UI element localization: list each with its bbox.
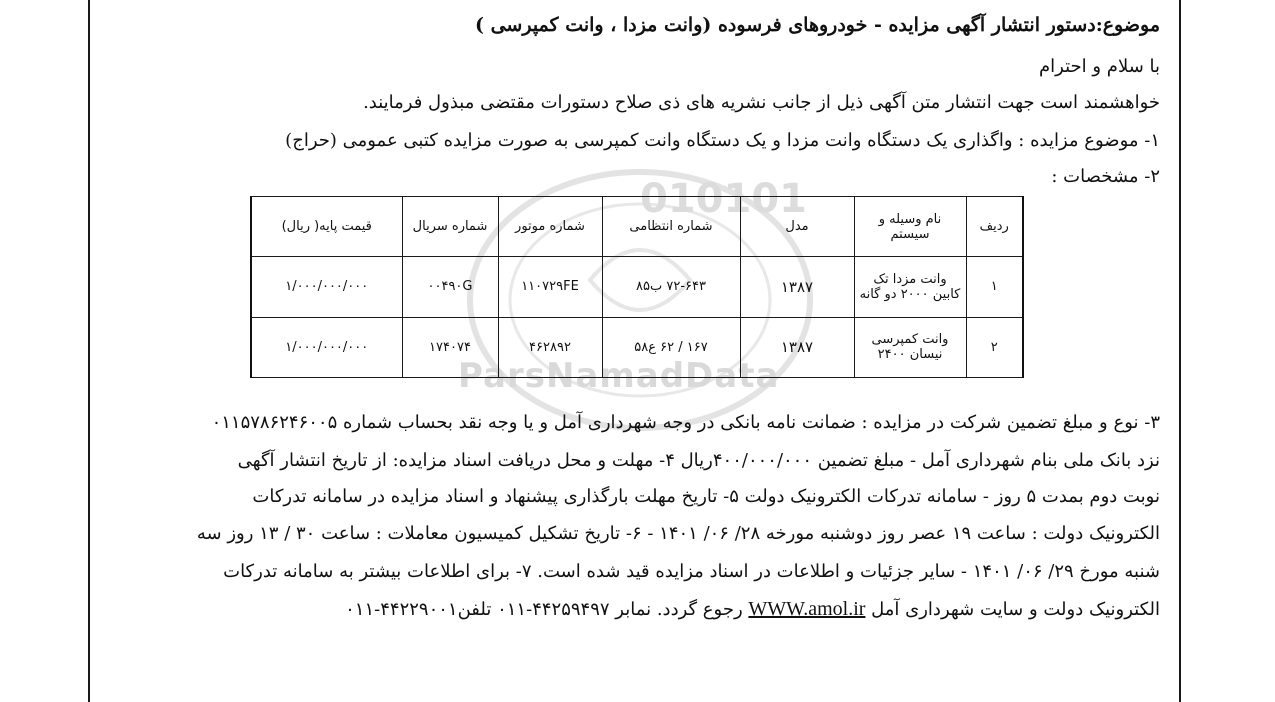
auction-subject: ۱- موضوع مزایده : واگذاری یک دستگاه وانت مزدا و یک دستگاه وانت کمپرسی به صورت مزایده کتبی عمومی (حراج) [285,130,1160,151]
cell-row-no: ۲ [966,317,1023,377]
specs-heading: ۲- مشخصات : [1051,166,1160,187]
vehicle-spec-table [252,196,1024,378]
watermark-brand: ParsNamadData [458,356,780,396]
paragraph-line-3: نوبت دوم بمدت ۵ روز - سامانه تدرکات الکترونیک دولت ۵- تاریخ مهلت بارگذاری پیشنهاد و اسناد مزایده در سامانه تدرکات [252,486,1160,507]
table-header-row [251,197,1023,257]
cell-engine: ۴۶۲۸۹۲ [498,317,602,377]
cell-price: ۱/۰۰۰/۰۰۰/۰۰۰ [251,257,402,317]
cell-model: ۱۳۸۷ [740,317,854,377]
cell-serial: ۰۰۴۹۰G [402,257,498,317]
paragraph-line-4: الکترونیک دولت : ساعت ۱۹ عصر روز دوشنبه مورخه ۲۸/ ۰۶/ ۱۴۰۱ - ۶- تاریخ تشکیل کمیسیون معاملات : ساعت ۳۰ / ۱۳ روز سه [196,523,1160,544]
paragraph-line-6-start: الکترونیک دولت و سایت شهرداری آمل [871,599,1160,620]
cell-vehicle: وانت کمپرسی نیسان ۲۴۰۰ [854,317,966,377]
greeting: با سلام و احترام [1039,56,1160,77]
cell-serial: ۱۷۴۰۷۴ [402,317,498,377]
page-border-right [1179,0,1181,702]
subject-line: موضوع:دستور انتشار آگهی مزایده - خودروهای فرسوده (وانت مزدا ، وانت کمپرسی ) [474,14,1160,36]
cell-row-no: ۱ [966,257,1023,317]
paragraph-line-2: نزد بانک ملی بنام شهرداری آمل - مبلغ تضمین ۴۰۰/۰۰۰/۰۰۰ریال ۴- مهلت و محل دریافت اسناد مزایده: از تاریخ انتشار آگهی [237,450,1160,471]
paragraph-line-6 [128,596,1160,623]
paragraph-line-6-end: رجوع گردد. نمابر ۴۴۲۵۹۴۹۷-۰۱۱ تلفن۴۴۲۲۹۰۰۱-۰۱۱ [345,599,743,620]
header-engine: شماره موتور [498,197,602,257]
page-border-left [88,0,90,702]
cell-engine: ۱۱۰۷۲۹FE [498,257,602,317]
municipality-website-link[interactable]: WWW.amol.ir [748,598,866,620]
header-row-no: ردیف [966,197,1023,257]
header-serial: شماره سریال [402,197,498,257]
request-text: خواهشمند است جهت انتشار متن آگهی ذیل از جانب نشریه های ذی صلاح دستورات مقتضی مبذول فرمایند. [363,92,1160,113]
table-row [251,257,1023,317]
header-model: مدل [740,197,854,257]
paragraph-line-5: شنبه مورخ ۲۹/ ۰۶/ ۱۴۰۱ - سایر جزئیات و اطلاعات در اسناد مزایده قید شده است. ۷- برای اطلاعات بیشتر به سامانه تدرکات [223,561,1160,582]
header-price: قیمت پایه( ریال) [251,197,402,257]
header-vehicle: نام وسیله و سیستم [854,197,966,257]
cell-price: ۱/۰۰۰/۰۰۰/۰۰۰ [251,317,402,377]
cell-vehicle: وانت مزدا تک کابین ۲۰۰۰ دو گانه [854,257,966,317]
paragraph-line-1: ۳- نوع و مبلغ تضمین شرکت در مزایده : ضمانت نامه بانکی در وجه شهرداری آمل و یا وجه نقد بحساب شماره ۰۱۱۵۷۸۶۲۴۶۰۰۵ [211,412,1160,433]
header-plate: شماره انتظامی [602,197,740,257]
table-row [251,317,1023,377]
watermark-number: 010101 [640,176,807,222]
cell-plate: ۱۶۷ / ۶۲ ع۵۸ [602,317,740,377]
cell-plate: ۷۲-۶۴۳ ب۸۵ [602,257,740,317]
cell-model: ۱۳۸۷ [740,257,854,317]
